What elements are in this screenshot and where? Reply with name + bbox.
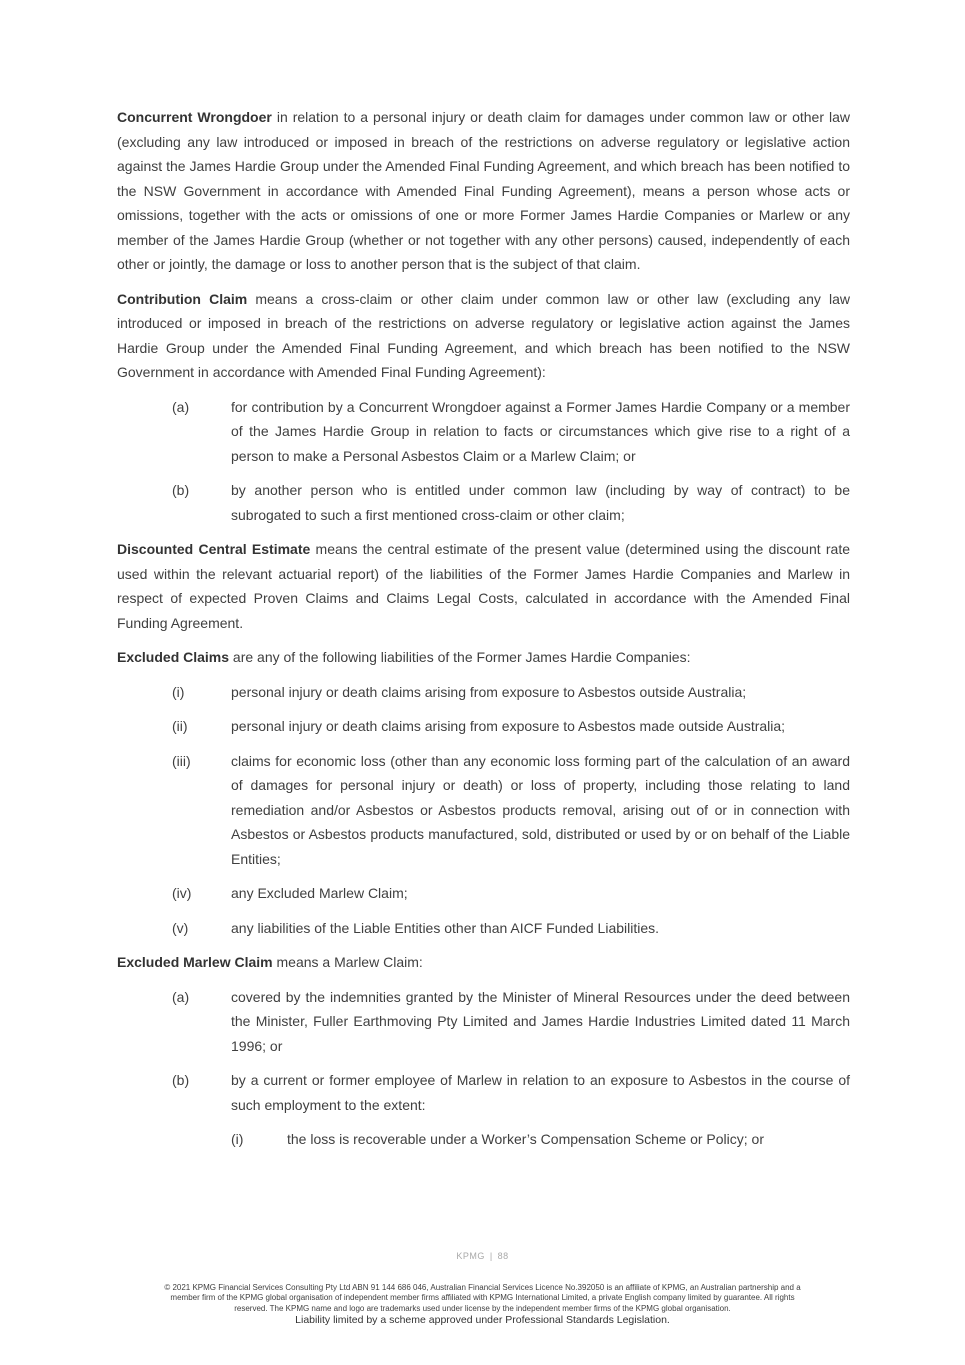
list-item-text: covered by the indemnities granted by the Minister of Mineral Resources under the deed between the Minister, Fuller Earthmoving Pty Limited and James Hardie Industries Limited dated 11 March 1996; or [231, 988, 850, 1054]
document-body [117, 105, 850, 1162]
definition-paragraph: Concurrent Wrongdoer in relation to a personal injury or death claim for damages under common law or other law (excluding any law introduced or imposed in breach of the restrictions on adverse regulatory or legislative action against the James Hardie Group under the Amended Final Funding Agreement, and which breach has been notified to the NSW Government in accordance with Amended Final Funding Agreement), means a person whose acts or omissions, together with the acts or omissions of one or more Former James Hardie Companies or Marlew or any member of the James Hardie Group (whether or not together with any other persons) caused, independently of each other or jointly, the damage or loss to another person that is the subject of that claim. [117, 109, 850, 272]
list-item-text: the loss is recoverable under a Worker’s Compensation Scheme or Policy; or [287, 1131, 764, 1147]
list-item [117, 881, 850, 906]
list-item [117, 749, 850, 872]
list-item [117, 478, 850, 527]
list-item-marker: (b) [172, 482, 190, 498]
list-item-marker: (v) [172, 919, 189, 936]
list-item-text: by a current or former employee of Marlew in relation to an exposure to Asbestos in the course of such employment to the extent: [231, 1072, 850, 1113]
list-item [117, 1127, 850, 1152]
list-item [117, 714, 850, 739]
list-item-marker: (a) [172, 988, 190, 1005]
list-item-marker: (iii) [172, 752, 191, 769]
definition-paragraph: Excluded Claims are any of the following liabilities of the Former James Hardie Companies: [117, 649, 691, 665]
list-item-text: personal injury or death claims arising from exposure to Asbestos outside Australia; [231, 683, 747, 700]
list-item [117, 1068, 850, 1117]
list-item-text: by another person who is entitled under common law (including by way of contract) to be subrogated to such a first mentioned cross-claim or other claim; [231, 482, 850, 523]
footer-brand-label: KPMG [456, 1251, 485, 1261]
defined-term: Contribution Claim [117, 290, 248, 307]
page-footer-reference [0, 1251, 965, 1261]
list-item-text: claims for economic loss (other than any economic loss forming part of the calculation of an award of damages for personal injury or death) or loss of property, including those relating to land remediation and/or Asbestos or Asbestos products removal, arising out of or in connection with Asbestos or Asbestos products manufactured, sold, distributed or used by or on behalf of the Liable Entities; [231, 752, 850, 867]
list-item [117, 985, 850, 1059]
defined-term: Excluded Claims [117, 649, 230, 665]
list-item-marker: (ii) [172, 718, 188, 734]
list-item [117, 916, 850, 941]
list-item-marker: (a) [172, 398, 190, 415]
footer-separator: | [489, 1251, 493, 1261]
copyright-disclaimer [0, 1283, 965, 1314]
list-item-text: any liabilities of the Liable Entities other than AICF Funded Liabilities. [231, 919, 660, 936]
list-item-marker: (i) [231, 1131, 244, 1147]
list-item-marker: (iv) [172, 885, 192, 901]
liability-statement: Liability limited by a scheme approved under Professional Standards Legislation. [295, 1314, 670, 1326]
defined-term: Concurrent Wrongdoer [117, 109, 272, 125]
definition-paragraph: Excluded Marlew Claim means a Marlew Claim: [117, 954, 423, 970]
defined-term: Excluded Marlew Claim [117, 954, 273, 970]
list-item-marker: (b) [172, 1072, 190, 1088]
list-item [117, 395, 850, 469]
list-item-text: personal injury or death claims arising from exposure to Asbestos made outside Australia; [231, 718, 786, 734]
list-item [117, 680, 850, 705]
definition-paragraph: Contribution Claim means a cross-claim or other claim under common law or other law (excluding any law introduced or imposed in breach of the restrictions on adverse regulatory or legislative action against the James Hardie Group under the Amended Final Funding Agreement, and which breach has been notified to the NSW Government in accordance with Amended Final Funding Agreement): [117, 290, 850, 380]
copyright-disclaimer-line: member firm of the KPMG global organisation of independent member firms affiliated with KPMG International Limited, a private English company limited by guarantee. All rights [170, 1293, 795, 1303]
footer-page-number: 88 [497, 1251, 509, 1261]
definition-paragraph: Discounted Central Estimate means the central estimate of the present value (determined using the discount rate used within the relevant actuarial report) of the liabilities of the Former James Hardie Companies and Marlew in respect of expected Proven Claims and Claims Legal Costs, calculated in accordance with the Amended Final Funding Agreement. [117, 541, 850, 631]
copyright-disclaimer-line: reserved. The KPMG name and logo are trademarks used under license by the independent member firms of the KPMG global organisation. [234, 1303, 731, 1313]
defined-term: Discounted Central Estimate [117, 541, 311, 557]
copyright-disclaimer-line: © 2021 KPMG Financial Services Consulting Pty Ltd ABN 91 144 686 046, Australian Financial Services Licence No.392050 is an affiliate of KPMG, an Australian partnership and a [164, 1283, 801, 1292]
list-item-marker: (i) [172, 683, 185, 700]
list-item-text: for contribution by a Concurrent Wrongdoer against a Former James Hardie Company or a member of the James Hardie Group in relation to facts or circumstances which give rise to a right of a person to make a Personal Asbestos Claim or a Marlew Claim; or [231, 398, 850, 464]
list-item-text: any Excluded Marlew Claim; [231, 885, 408, 901]
